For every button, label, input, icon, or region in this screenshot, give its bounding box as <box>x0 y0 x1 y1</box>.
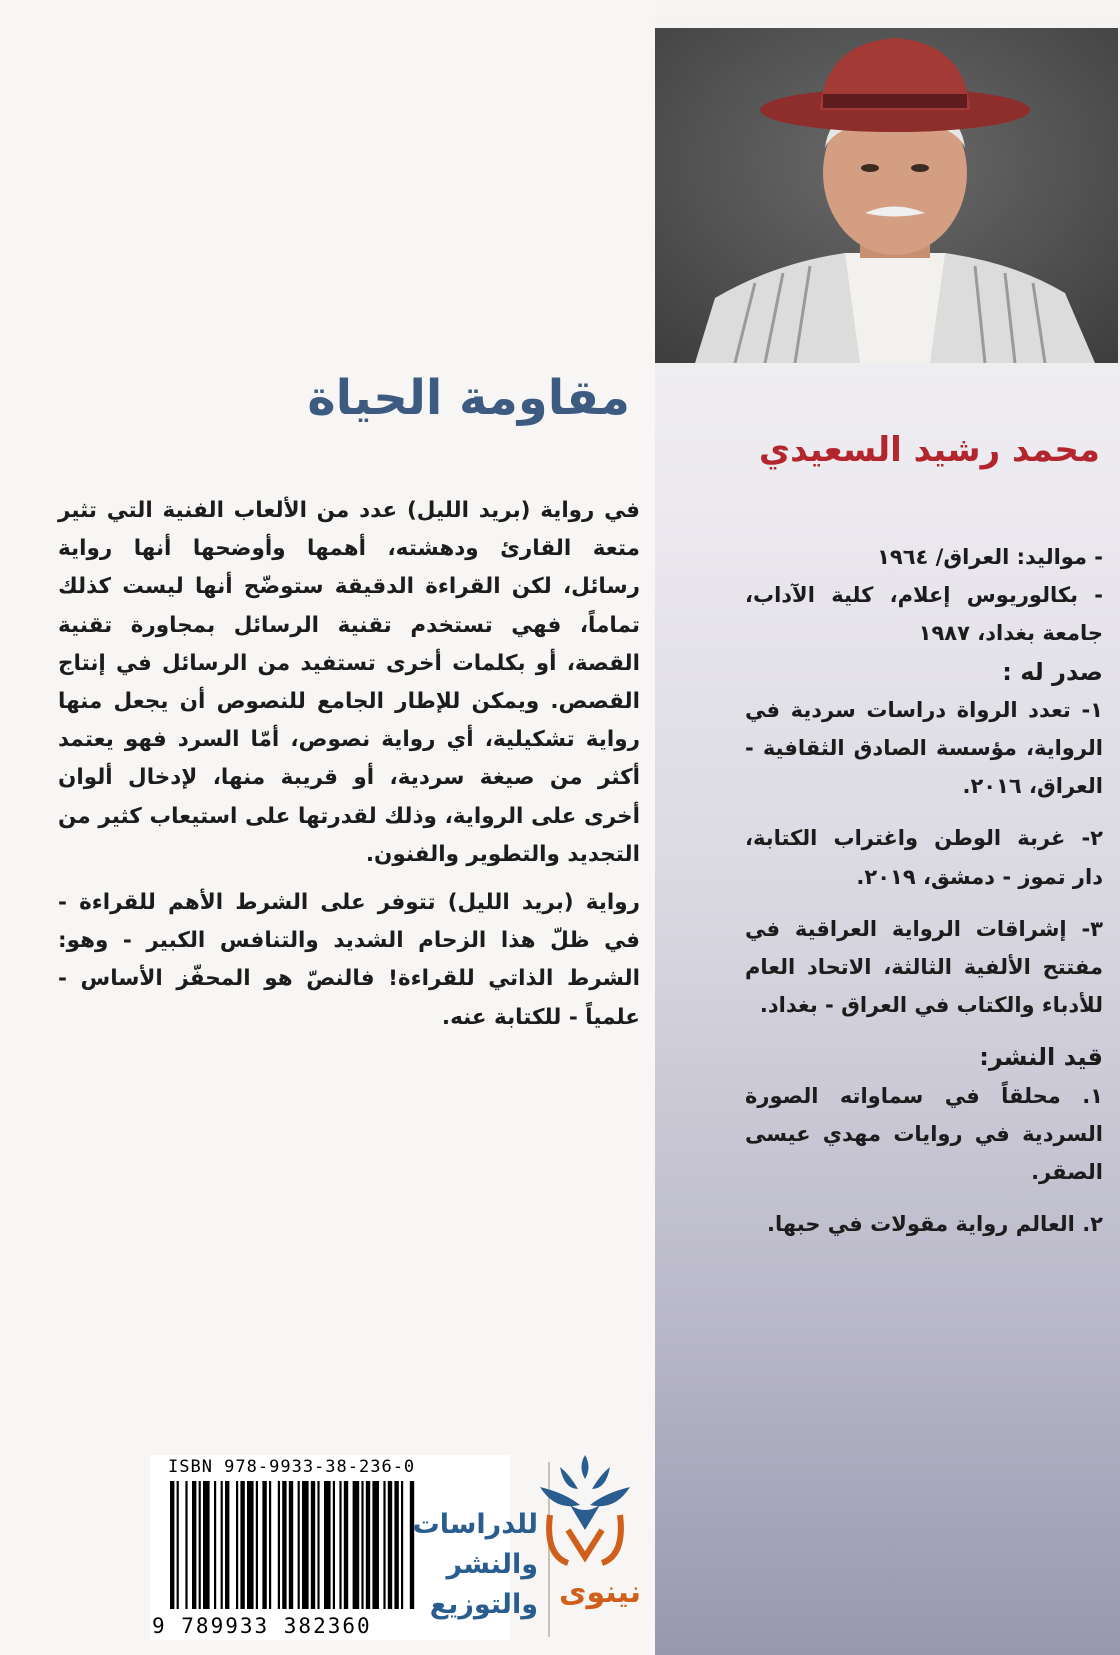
bio-degree: - بكالوريوس إعلام، كلية الآداب، جامعة بغداد، ١٩٨٧ <box>745 583 1103 646</box>
publisher-logo-icon <box>520 1445 650 1645</box>
forthcoming-item: ٢. العالم رواية مقولات في حبها. <box>767 1212 1103 1237</box>
barcode-bar <box>203 1481 210 1609</box>
published-item: ١- تعدد الرواة دراسات سردية في الرواية، مؤسسة الصادق الثقافية - العراق، ٢٠١٦. <box>745 697 1103 799</box>
barcode-bar <box>278 1481 280 1609</box>
barcode-bar <box>289 1481 293 1609</box>
blurb-paragraph: في رواية (بريد الليل) عدد من الألعاب الفنية التي تثير متعة القارئ ودهشته، أهمها وأوضحها أنها رواية رسائل، لكن القراءة الدقيقة ستوضّح أنها ليست كذلك تماماً، فهي تستخدم تقنية الرسائل بمجاورة تقنية القصة، أو بكلمات أخرى تستفيد من الرسائل في إنتاج القصص. ويمكن للإطار الجامع للنصوص أن يجعل منها رواية تشكيلية، أي رواية نصوص، أمّا السرد فهو يعتمد أكثر من صيغة سردية، أو قريبة منها، لإدخال ألوان أخرى على الرواية، وذلك لقدرتها على استيعاب كثير من التجديد والتطوير والفنون. <box>58 498 640 867</box>
publisher-tagline-line: والتوزيع <box>429 1589 538 1620</box>
barcode-bar <box>247 1481 254 1609</box>
publisher-tagline <box>378 1505 538 1625</box>
barcode-bar <box>317 1481 319 1609</box>
barcode-bar <box>353 1481 360 1609</box>
isbn-digits: 9 789933 382360 <box>152 1614 372 1638</box>
barcode-bar <box>324 1481 331 1609</box>
blurb-paragraph: رواية (بريد الليل) تتوفر على الشرط الأهم للقراءة - في ظلّ هذا الزحام الشديد والتنافس الكبير - وهو: الشرط الذاتي للقراءة! فالنصّ هو المحفّز الأساس - علمياً - للكتابة عنه. <box>58 890 640 1030</box>
published-heading: صدر له : <box>1002 657 1103 686</box>
publisher-tagline-line: والنشر <box>446 1549 538 1580</box>
publisher-name: نينوى <box>558 1575 642 1610</box>
bio-birth: - مواليد: العراق/ ١٩٦٤ <box>877 545 1103 569</box>
book-blurb <box>58 492 640 1047</box>
barcode-bar <box>170 1481 174 1609</box>
barcode-bar <box>240 1481 244 1609</box>
barcode-bar <box>185 1481 187 1609</box>
barcode-bar <box>262 1481 266 1609</box>
barcode-bar <box>177 1481 179 1609</box>
barcode-bar <box>221 1481 223 1609</box>
barcode-bar <box>214 1481 216 1609</box>
barcode-bar <box>256 1481 258 1609</box>
barcode-bar <box>192 1481 196 1609</box>
barcode-bar <box>269 1481 271 1609</box>
book-title: مقاومة الحياة <box>307 370 630 426</box>
barcode-bar <box>236 1481 238 1609</box>
barcode-bar <box>302 1481 309 1609</box>
barcode-bar <box>361 1481 363 1609</box>
forthcoming-item: ١. محلقاً في سماواته الصورة السردية في روايات مهدي عيسى الصقر. <box>745 1083 1103 1185</box>
barcode-bar <box>199 1481 201 1609</box>
forthcoming-heading: قيد النشر: <box>979 1043 1103 1072</box>
barcode-bar <box>333 1481 335 1609</box>
published-item: ٢- غربة الوطن واغتراب الكتابة، دار تموز - دمشق، ٢٠١٩. <box>745 826 1103 889</box>
publisher-tagline-line: للدراسات <box>412 1509 538 1540</box>
barcode-bar <box>311 1481 315 1609</box>
barcode-bar <box>225 1481 229 1609</box>
author-bio <box>745 538 1103 1257</box>
author-name: محمد رشيد السعيدي <box>758 430 1100 470</box>
barcode-bar <box>282 1481 286 1609</box>
barcode-bar <box>339 1481 341 1609</box>
barcode-bar <box>366 1481 370 1609</box>
author-photo <box>655 28 1118 363</box>
published-item: ٣- إشراقات الرواية العراقية في مفتتح الألفية الثالثة، الاتحاد العام للأدباء والكتاب في العراق - بغداد. <box>745 916 1103 1018</box>
barcode-bar <box>298 1481 300 1609</box>
barcode-bar <box>344 1481 348 1609</box>
isbn-label: ISBN 978-9933-38-236-0 <box>168 1457 416 1477</box>
